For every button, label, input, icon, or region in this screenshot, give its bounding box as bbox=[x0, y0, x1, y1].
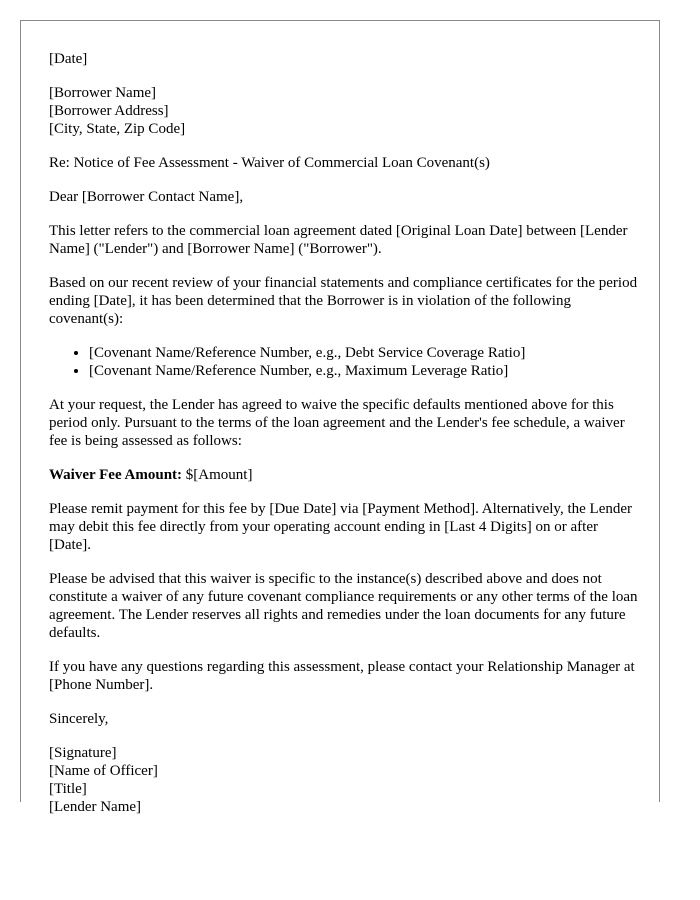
subject-line: Re: Notice of Fee Assessment - Waiver of Commercial Loan Covenant(s) bbox=[49, 155, 490, 171]
intro-paragraph: This letter refers to the commercial loan agreement dated [Original Loan Date] between [Lender Name] ("Lender") and [Borrower Name] ("Borrower"). bbox=[49, 223, 628, 257]
review-paragraph: Based on our recent review of your financial statements and compliance certificates for the period ending [Date], it has been determined that the Borrower is in violation of the following covenant(s): bbox=[49, 275, 638, 327]
questions-paragraph: If you have any questions regarding this assessment, please contact your Relationship Manager at [Phone Number]. bbox=[49, 659, 635, 693]
signature-block bbox=[49, 744, 639, 816]
letter-content bbox=[49, 50, 639, 832]
payment-paragraph: Please remit payment for this fee by [Due Date] via [Payment Method]. Alternatively, the Lender may debit this fee directly from your operating account ending in [Last 4 Digits] on or after [Date]. bbox=[49, 501, 633, 553]
borrower-address-block bbox=[49, 84, 639, 138]
covenant-list bbox=[49, 344, 639, 380]
borrower-name: [Borrower Name] bbox=[49, 85, 157, 101]
salutation: Dear [Borrower Contact Name], bbox=[49, 189, 244, 205]
covenant-item: • [Covenant Name/Reference Number, e.g., Maximum Leverage Ratio] bbox=[89, 362, 639, 380]
closing: Sincerely, bbox=[49, 711, 109, 727]
fee-amount-value: $[Amount] bbox=[182, 467, 253, 483]
advisory-paragraph: Please be advised that this waiver is specific to the instance(s) described above and does not constitute a waiver of any future covenant compliance requirements or any other terms of the loan agreement. The Lender reserves all rights and remedies under the loan documents for any future defaults. bbox=[49, 571, 638, 641]
fee-amount-label: Waiver Fee Amount: bbox=[49, 467, 183, 483]
borrower-address: [Borrower Address] bbox=[49, 103, 169, 119]
letter-page bbox=[20, 20, 660, 815]
letter-date: [Date] bbox=[49, 51, 88, 67]
lender-name: [Lender Name] bbox=[49, 799, 142, 815]
covenant-item: • [Covenant Name/Reference Number, e.g., Debt Service Coverage Ratio] bbox=[89, 344, 639, 362]
signature: [Signature] bbox=[49, 745, 117, 761]
waiver-paragraph: At your request, the Lender has agreed to waive the specific defaults mentioned above for this period only. Pursuant to the terms of the loan agreement and the Lender's fee schedule, a waiver fee is being assessed as follows: bbox=[49, 397, 625, 449]
fee-amount-line bbox=[49, 466, 639, 484]
borrower-city-state-zip: [City, State, Zip Code] bbox=[49, 121, 186, 137]
officer-name: [Name of Officer] bbox=[49, 763, 158, 779]
officer-title: [Title] bbox=[49, 781, 87, 797]
